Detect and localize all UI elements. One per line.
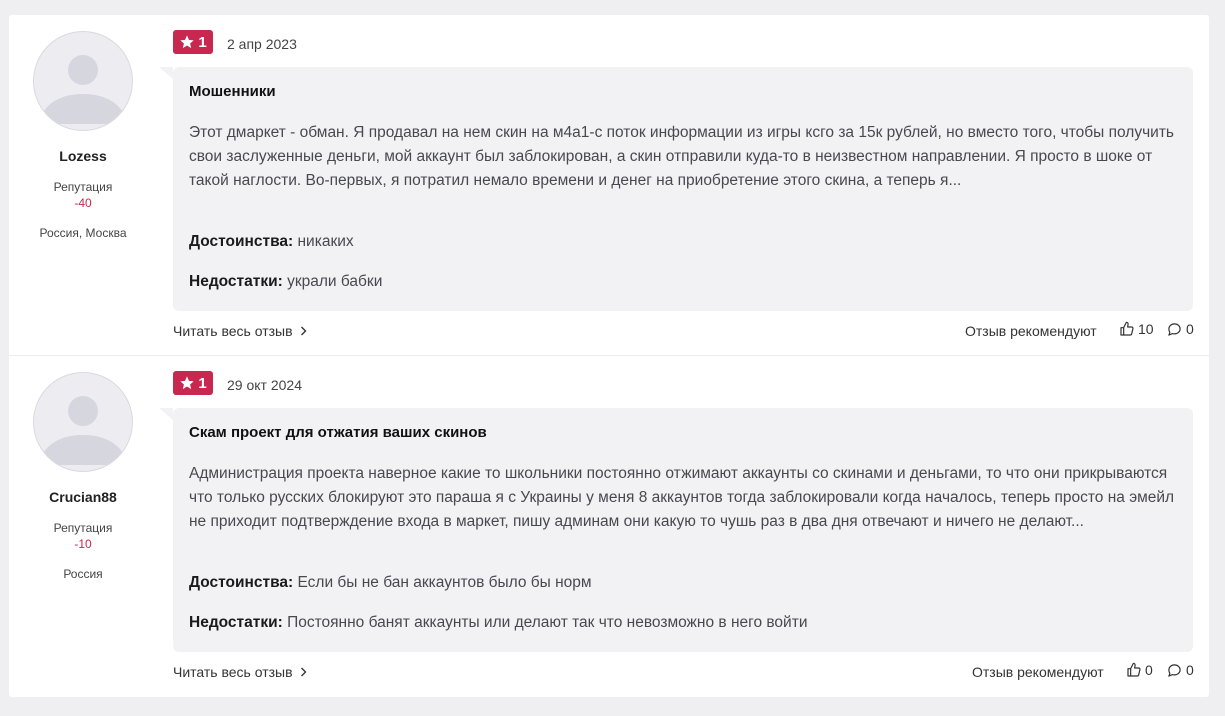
rating-value: 1 bbox=[198, 374, 207, 392]
review-text: Администрация проекта наверное какие то школьники постоянно отжимают аккаунты со скинами и деньгами, то что они прикрываются что только русских блокируют это параша я с Украины у меня 8 аккаунтов тогда заблокировали когда началось, теперь просто на эмейл не приходит подтверждение входа в маркет, пишу админам они какую то чушь раз в два дня отвечают и ничего не делают... bbox=[189, 465, 1175, 530]
recommend-label: Отзыв рекомендуют bbox=[965, 323, 1097, 339]
comments-button[interactable] bbox=[1167, 321, 1194, 337]
pros-text: Если бы не бан аккаунтов было бы норм bbox=[297, 574, 592, 591]
comment-icon bbox=[1167, 663, 1182, 678]
reputation-label: Репутация bbox=[53, 180, 113, 194]
review-cons bbox=[189, 273, 382, 291]
rating-badge bbox=[173, 371, 213, 395]
author-name[interactable]: Crucian88 bbox=[49, 489, 117, 505]
author-name[interactable]: Lozess bbox=[59, 148, 107, 164]
review-body bbox=[173, 408, 1193, 652]
review-body bbox=[173, 67, 1193, 311]
review-date: 2 апр 2023 bbox=[227, 36, 297, 52]
rating-value: 1 bbox=[198, 33, 207, 51]
chevron-right-icon bbox=[300, 326, 307, 336]
pros-text: никаких bbox=[297, 233, 354, 250]
cons-label: Недостатки: bbox=[189, 614, 283, 631]
review-text: Этот дмаркет - обман. Я продавал на нем скин на м4а1-с поток информации из игры ксго за 15к рублей, но вместо того, чтобы получить свои заслуженные деньги, мой аккаунт был заблокирован, а скин отправили куда-то в неизвестном направлении. Я просто в шоке от такой наглости. Во-первых, я потратил немало времени и денег на приобретение этого скина, а теперь я... bbox=[189, 124, 1175, 189]
reputation-label: Репутация bbox=[53, 521, 113, 535]
review-cons bbox=[189, 614, 807, 632]
comment-icon bbox=[1167, 322, 1182, 337]
likes-count: 10 bbox=[1138, 321, 1154, 337]
user-placeholder-icon bbox=[34, 373, 132, 471]
like-button[interactable] bbox=[1119, 321, 1154, 337]
review-item bbox=[9, 15, 1209, 356]
avatar[interactable] bbox=[33, 372, 133, 472]
likes-count: 0 bbox=[1145, 662, 1153, 678]
pros-label: Достоинства: bbox=[189, 233, 294, 250]
cons-text: Постоянно банят аккаунты или делают так что невозможно в него войти bbox=[287, 614, 808, 631]
chevron-right-icon bbox=[300, 667, 307, 677]
author-location: Россия bbox=[63, 567, 103, 581]
review-title[interactable]: Мошенники bbox=[189, 83, 276, 100]
like-button[interactable] bbox=[1126, 662, 1153, 678]
review-pros bbox=[189, 233, 354, 251]
read-more-link[interactable] bbox=[173, 323, 307, 339]
reputation-value: -10 bbox=[74, 537, 92, 551]
read-more-label: Читать весь отзыв bbox=[173, 664, 293, 680]
comments-count: 0 bbox=[1186, 662, 1194, 678]
reviews-list bbox=[9, 15, 1209, 697]
review-date: 29 окт 2024 bbox=[227, 377, 302, 393]
review-title[interactable]: Скам проект для отжатия ваших скинов bbox=[189, 424, 487, 441]
user-placeholder-icon bbox=[34, 32, 132, 130]
read-more-link[interactable] bbox=[173, 664, 307, 680]
rating-badge bbox=[173, 30, 213, 54]
review-item bbox=[9, 356, 1209, 697]
star-icon bbox=[179, 375, 195, 391]
read-more-label: Читать весь отзыв bbox=[173, 323, 293, 339]
avatar[interactable] bbox=[33, 31, 133, 131]
cons-text: украли бабки bbox=[287, 273, 383, 290]
star-icon bbox=[179, 34, 195, 50]
pros-label: Достоинства: bbox=[189, 574, 294, 591]
comments-count: 0 bbox=[1186, 321, 1194, 337]
thumbs-up-icon bbox=[1119, 321, 1135, 337]
cons-label: Недостатки: bbox=[189, 273, 283, 290]
reputation-value: -40 bbox=[74, 196, 92, 210]
comments-button[interactable] bbox=[1167, 662, 1194, 678]
recommend-label: Отзыв рекомендуют bbox=[972, 664, 1104, 680]
review-pros bbox=[189, 574, 592, 592]
author-location: Россия, Москва bbox=[39, 226, 127, 240]
thumbs-up-icon bbox=[1126, 662, 1142, 678]
